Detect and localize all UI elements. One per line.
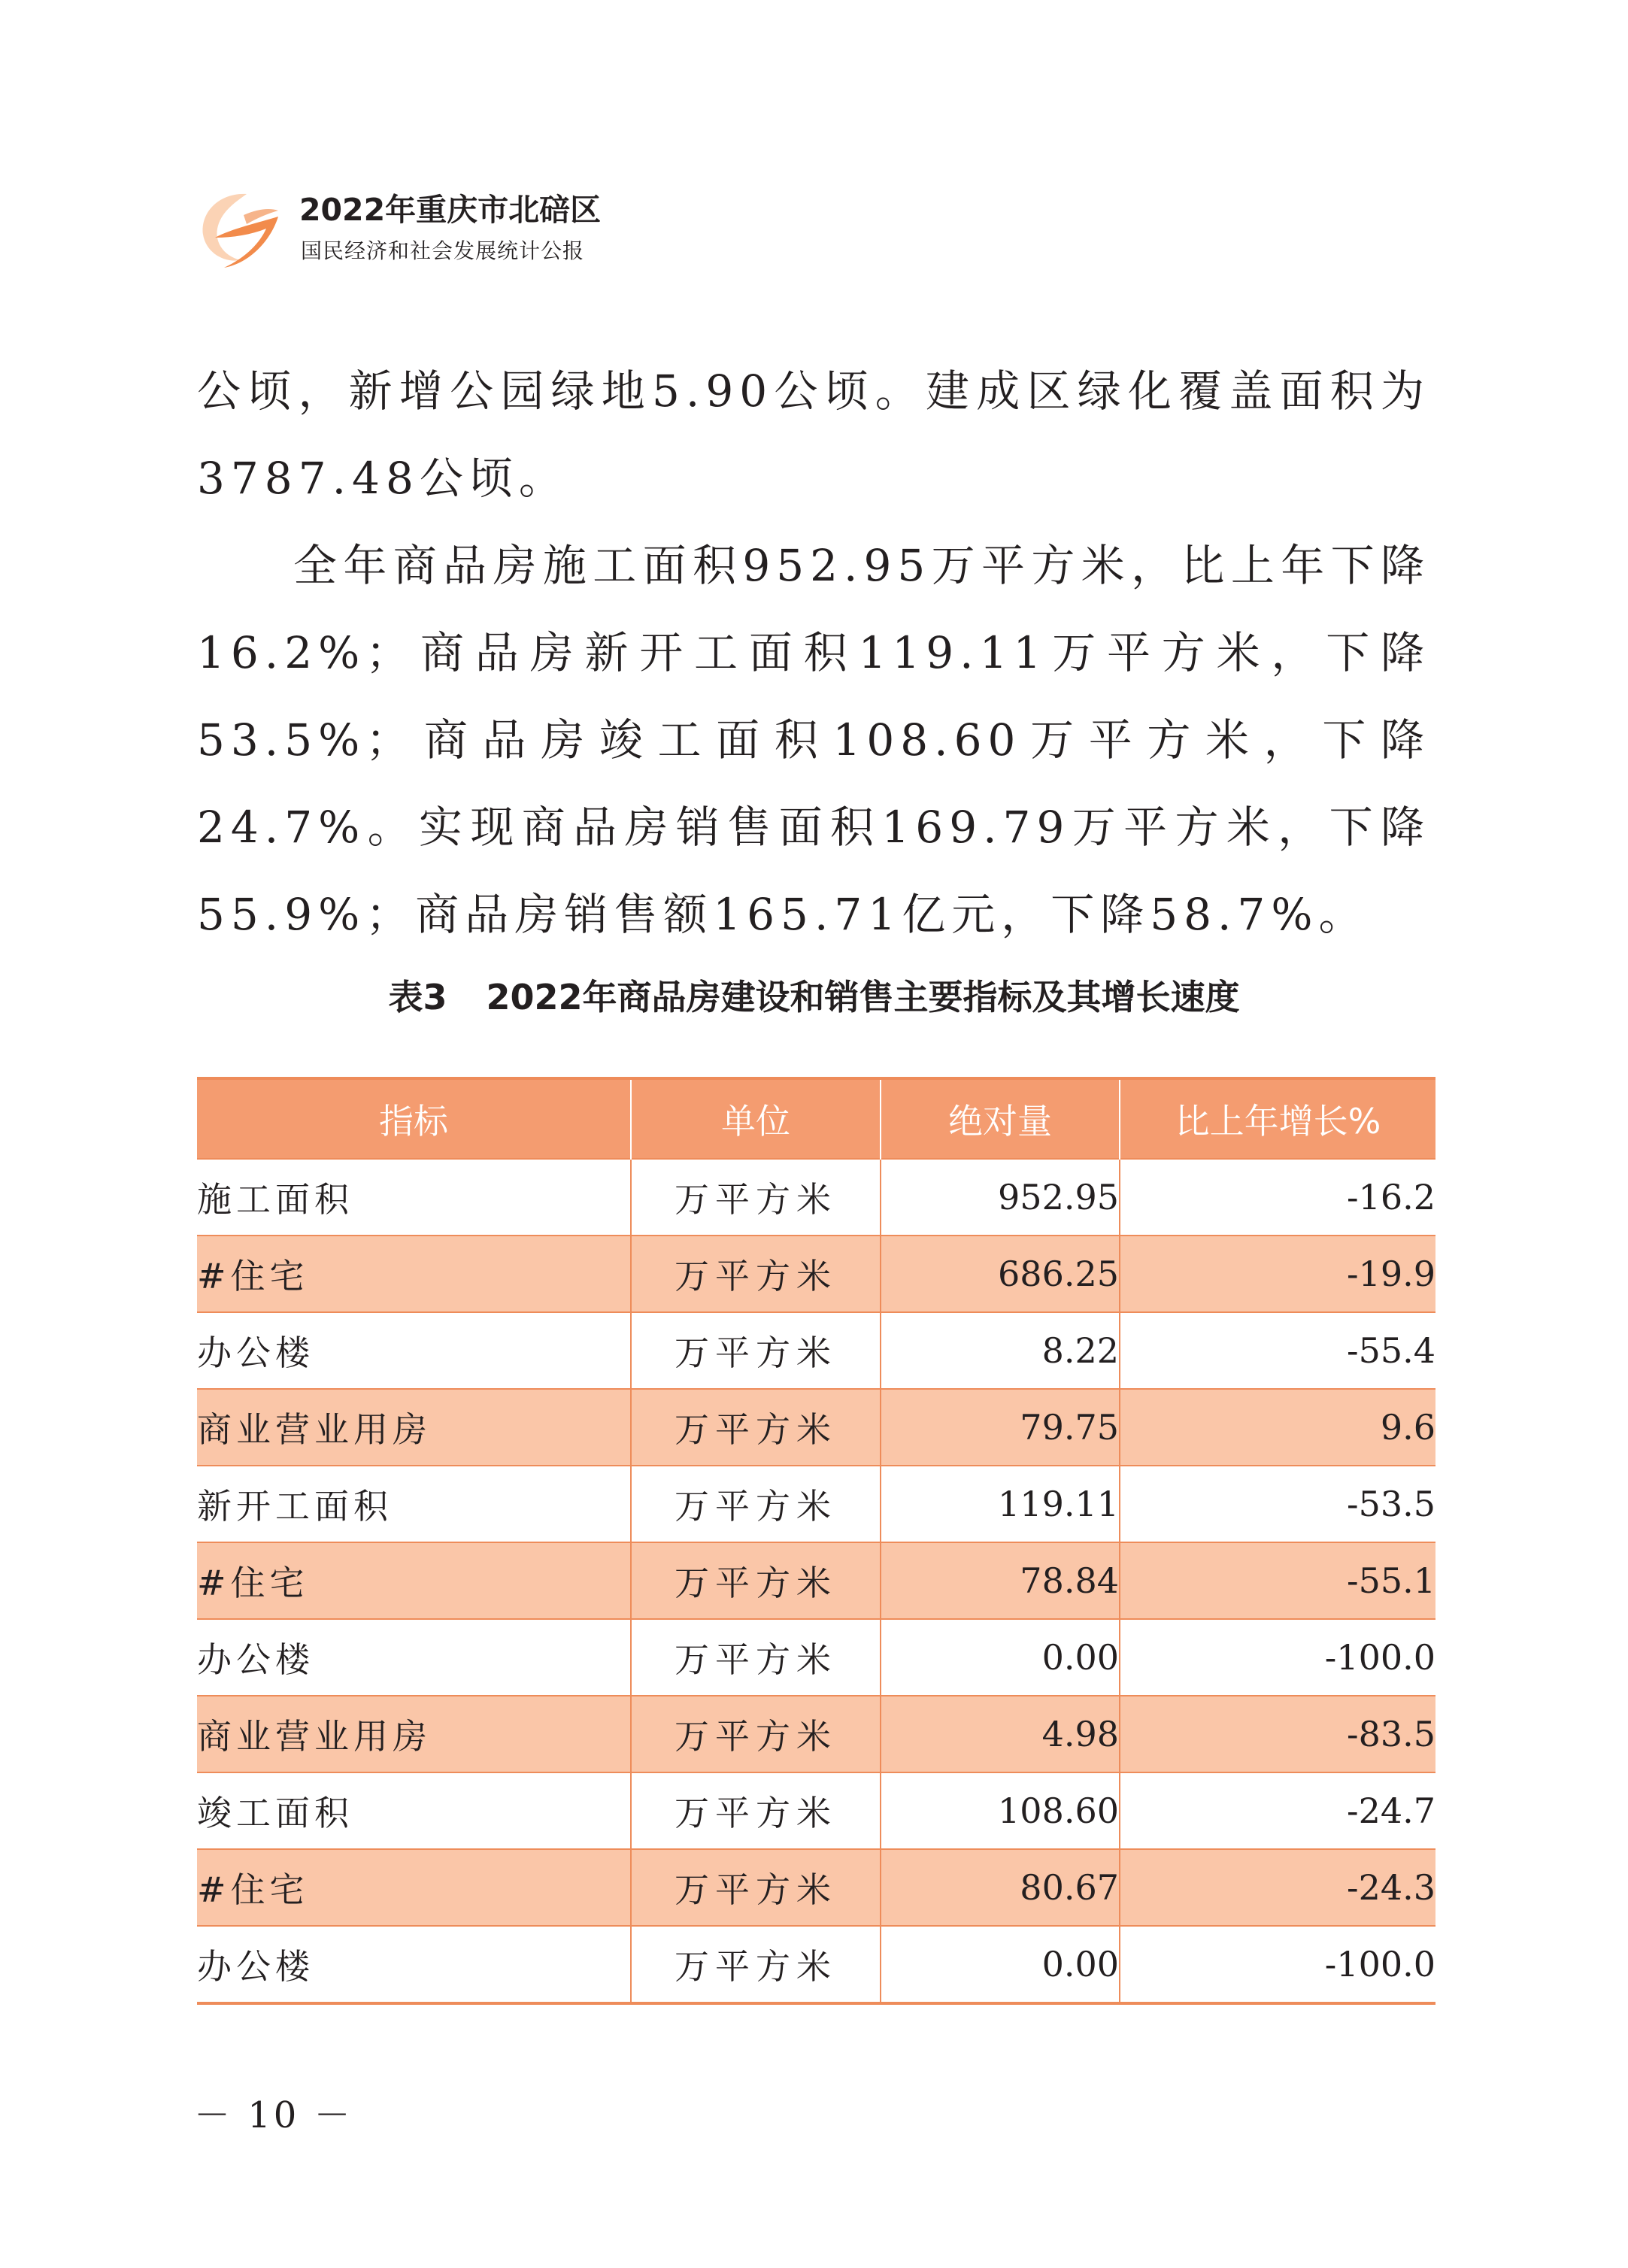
unit-cell: 万平方米 — [631, 1466, 881, 1542]
column-header-absolute: 绝对量 — [881, 1078, 1120, 1159]
unit-cell: 万平方米 — [631, 1159, 881, 1236]
indicator-cell: #住宅 — [197, 1542, 631, 1619]
unit-cell: 万平方米 — [631, 1389, 881, 1466]
table-row — [197, 1849, 1435, 1926]
indicator-cell: 办公楼 — [197, 1619, 631, 1696]
page-number: － 10 － — [194, 2094, 353, 2136]
report-header — [194, 171, 871, 277]
value-cell: 78.84 — [881, 1542, 1120, 1619]
table-caption — [0, 970, 1628, 1020]
report-title: 2022年重庆市北碚区 — [299, 192, 602, 228]
table-row — [197, 1926, 1435, 2003]
value-cell: 8.22 — [881, 1312, 1120, 1389]
value-cell: 108.60 — [881, 1772, 1120, 1849]
indicator-cell: 商业营业用房 — [197, 1696, 631, 1772]
report-logo-icon — [194, 185, 284, 275]
value-cell: 952.95 — [881, 1159, 1120, 1236]
table-row — [197, 1542, 1435, 1619]
table-row — [197, 1696, 1435, 1772]
table-caption-number: 表3 — [388, 977, 447, 1017]
column-header-growth: 比上年增长% — [1120, 1078, 1435, 1159]
growth-cell: -100.0 — [1120, 1619, 1435, 1696]
value-cell: 119.11 — [881, 1466, 1120, 1542]
growth-cell: -53.5 — [1120, 1466, 1435, 1542]
growth-cell: -100.0 — [1120, 1926, 1435, 2003]
indicator-cell: #住宅 — [197, 1236, 631, 1312]
indicator-cell: 施工面积 — [197, 1159, 631, 1236]
unit-cell: 万平方米 — [631, 1312, 881, 1389]
column-header-indicator: 指标 — [197, 1078, 631, 1159]
housing-indicators-table — [197, 1077, 1435, 2005]
indicator-cell: 商业营业用房 — [197, 1389, 631, 1466]
indicator-cell: 办公楼 — [197, 1312, 631, 1389]
table-row — [197, 1389, 1435, 1466]
unit-cell: 万平方米 — [631, 1772, 881, 1849]
growth-cell: -19.9 — [1120, 1236, 1435, 1312]
growth-cell: -55.4 — [1120, 1312, 1435, 1389]
indicator-cell: #住宅 — [197, 1849, 631, 1926]
growth-cell: -55.1 — [1120, 1542, 1435, 1619]
table-caption-title: 2022年商品房建设和销售主要指标及其增长速度 — [486, 977, 1240, 1017]
growth-cell: -16.2 — [1120, 1159, 1435, 1236]
growth-cell: 9.6 — [1120, 1389, 1435, 1466]
value-cell: 80.67 — [881, 1849, 1120, 1926]
table-row — [197, 1619, 1435, 1696]
table-row — [197, 1159, 1435, 1236]
table-row — [197, 1466, 1435, 1542]
unit-cell: 万平方米 — [631, 1696, 881, 1772]
growth-cell: -24.7 — [1120, 1772, 1435, 1849]
indicator-cell: 办公楼 — [197, 1926, 631, 2003]
indicator-cell: 竣工面积 — [197, 1772, 631, 1849]
table-header-row — [197, 1078, 1435, 1159]
table-row — [197, 1312, 1435, 1389]
unit-cell: 万平方米 — [631, 1926, 881, 2003]
value-cell: 4.98 — [881, 1696, 1120, 1772]
unit-cell: 万平方米 — [631, 1236, 881, 1312]
unit-cell: 万平方米 — [631, 1542, 881, 1619]
table-row — [197, 1236, 1435, 1312]
unit-cell: 万平方米 — [631, 1619, 881, 1696]
value-cell: 0.00 — [881, 1619, 1120, 1696]
value-cell: 0.00 — [881, 1926, 1120, 2003]
table-row — [197, 1772, 1435, 1849]
indicator-cell: 新开工面积 — [197, 1466, 631, 1542]
paragraph-commercial-housing: 全年商品房施工面积952.95万平方米，比上年下降16.2%；商品房新开工面积119.11万平方米，下降53.5%；商品房竣工面积108.60万平方米，下降24.7%。实现商品房销售面积169.79万平方米，下降55.9%；商品房销售额165.71亿元，下降58.7%。 — [197, 540, 1430, 940]
column-header-unit: 单位 — [631, 1078, 881, 1159]
value-cell: 79.75 — [881, 1389, 1120, 1466]
unit-cell: 万平方米 — [631, 1849, 881, 1926]
value-cell: 686.25 — [881, 1236, 1120, 1312]
growth-cell: -24.3 — [1120, 1849, 1435, 1926]
report-subtitle: 国民经济和社会发展统计公报 — [301, 238, 585, 263]
paragraph-green-area: 公顷，新增公园绿地5.90公顷。建成区绿化覆盖面积为3787.48公顷。 — [197, 365, 1430, 504]
growth-cell: -83.5 — [1120, 1696, 1435, 1772]
